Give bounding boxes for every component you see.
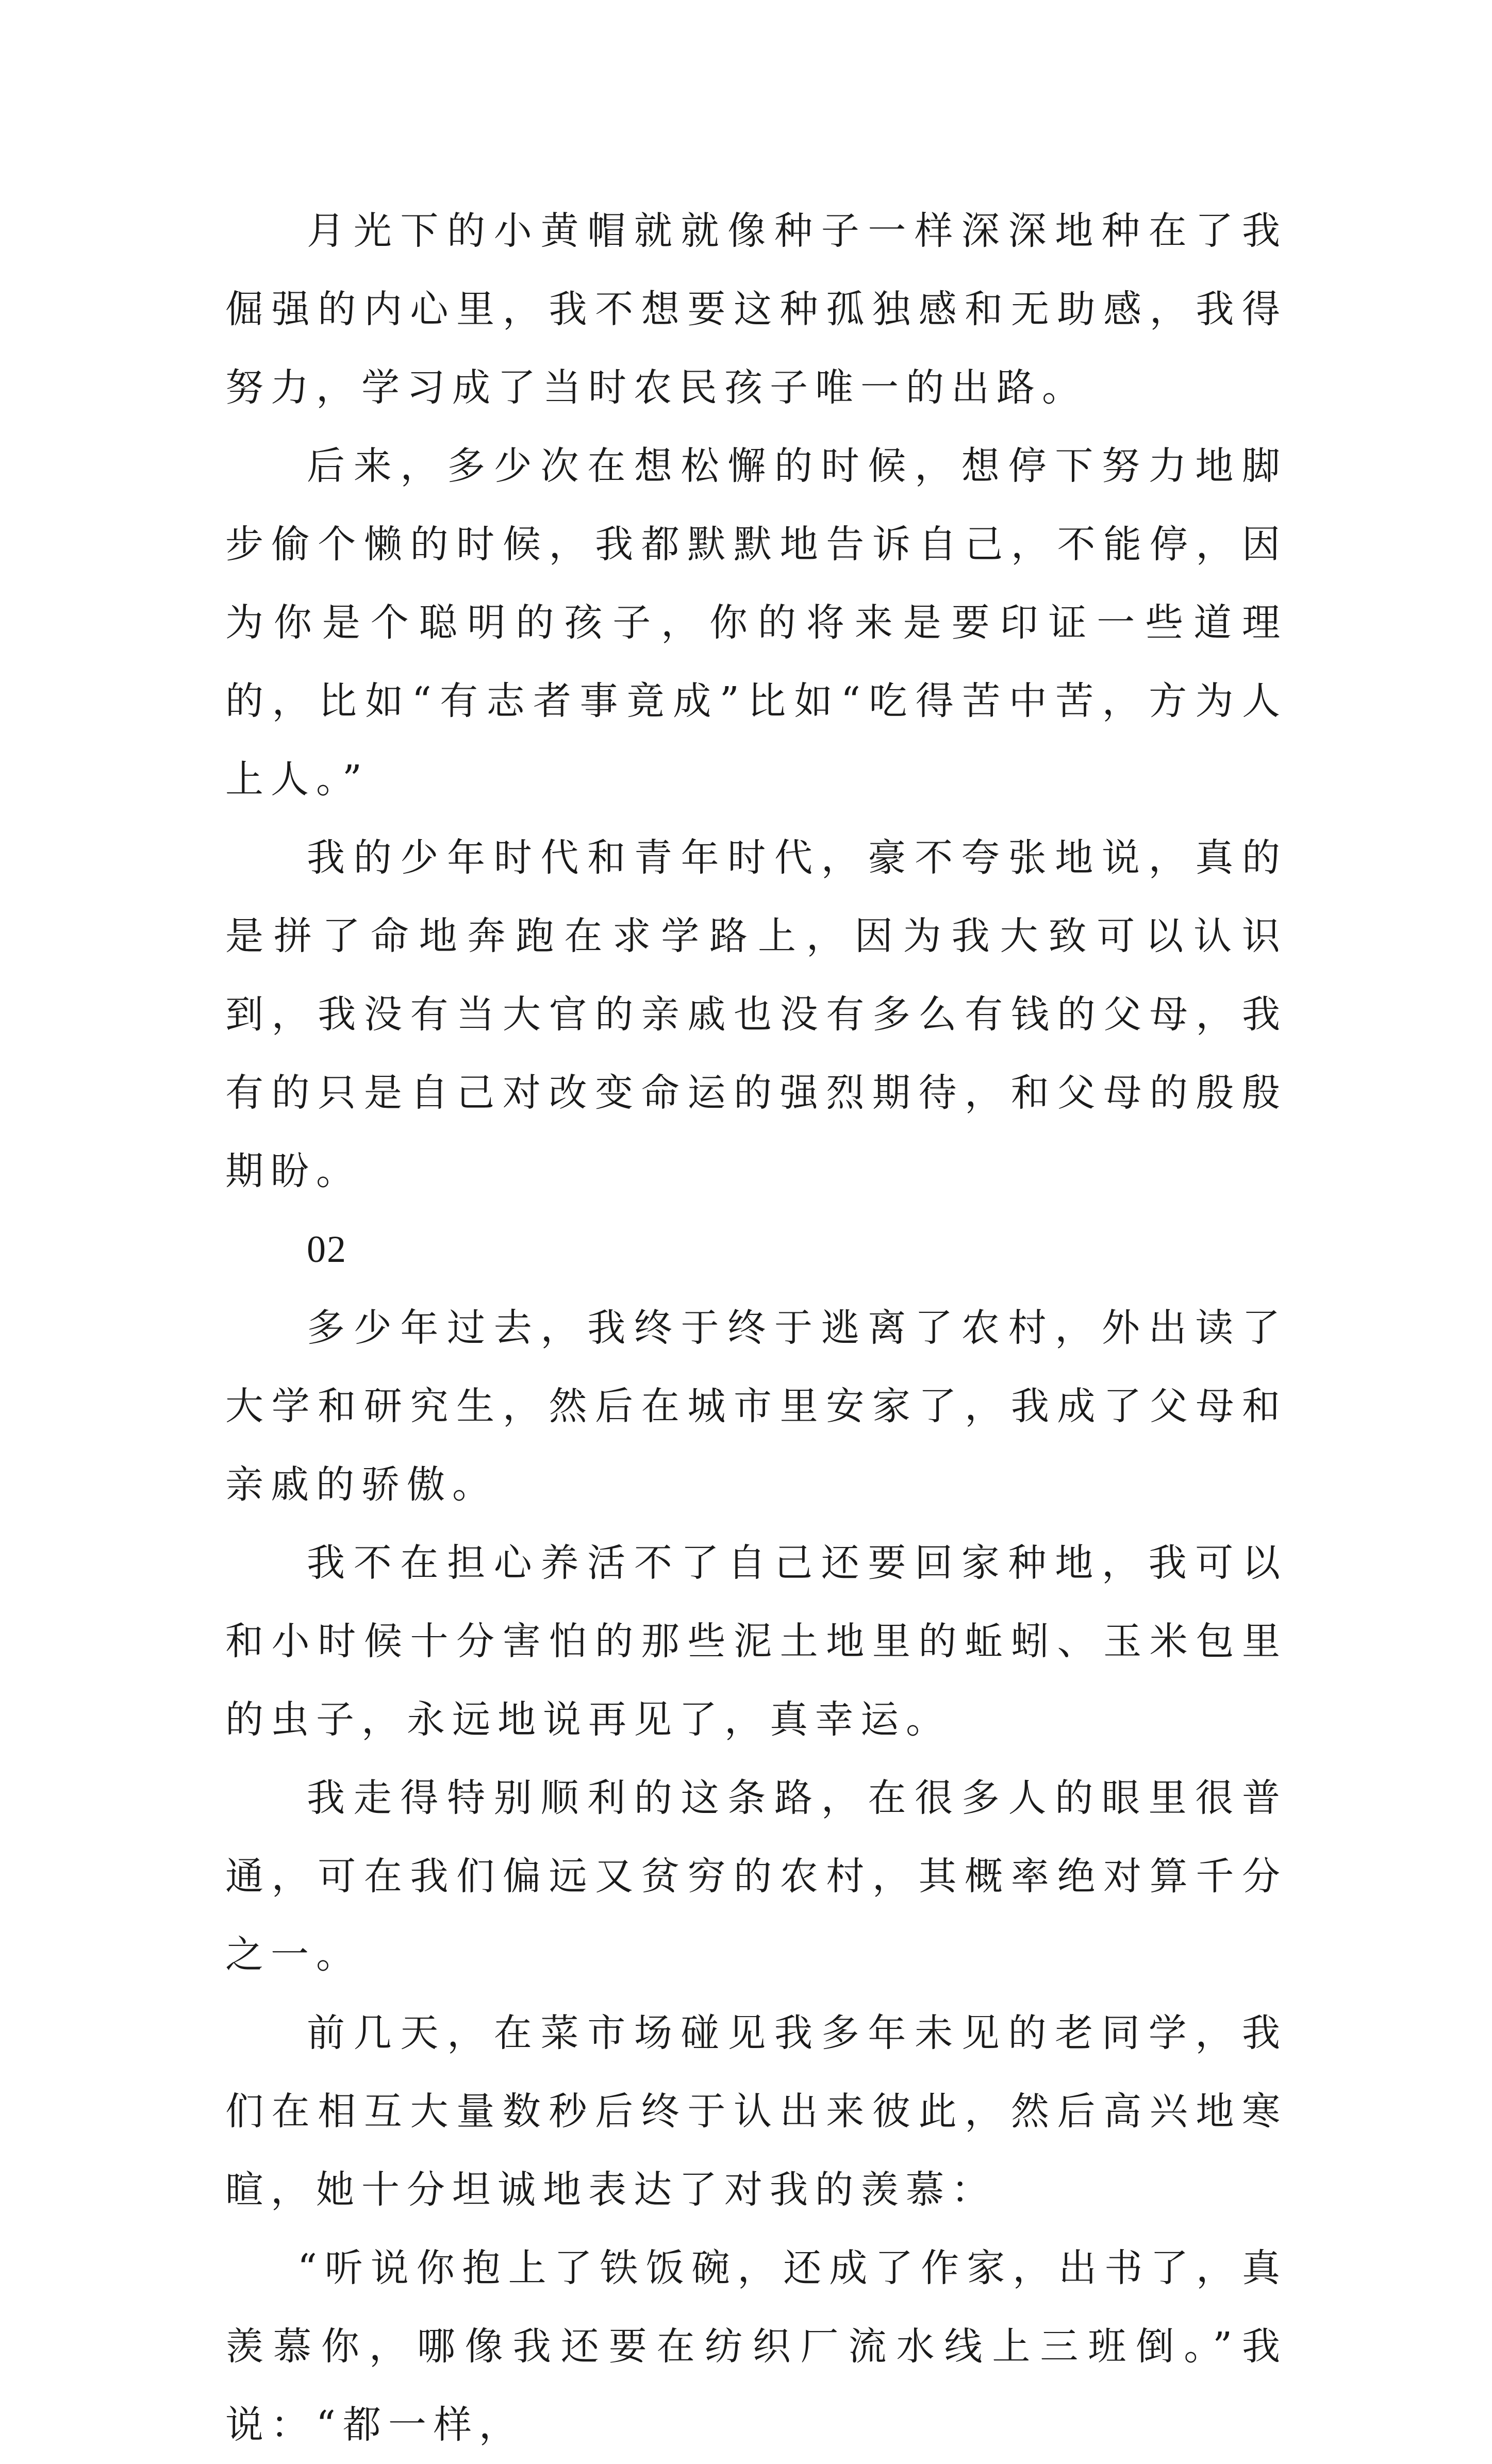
paragraph-3: 我的少年时代和青年时代，豪不夸张地说，真的是拼了命地奔跑在求学路上，因为我大致可以认识到，我没有当大官的亲戚也没有多么有钱的父母，我有的只是自己对改变命运的强烈期待，和父母的殷殷期盼。 — [225, 836, 1287, 1193]
paragraph-4: 多少年过去，我终于终于逃离了农村，外出读了大学和研究生，然后在城市里安家了，我成了父母和亲戚的骄傲。 — [225, 1306, 1287, 1507]
paragraph-1: 月光下的小黄帽就就像种子一样深深地种在了我倔强的内心里，我不想要这种孤独感和无助感，我得努力，学习成了当时农民孩子唯一的出路。 — [225, 209, 1287, 410]
section-number: 02 — [307, 1228, 347, 1271]
paragraph-2: 后来，多少次在想松懈的时候，想停下努力地脚步偷个懒的时候，我都默默地告诉自己，不能停，因为你是个聪明的孩子，你的将来是要印证一些道理的，比如“有志者事竟成”比如“吃得苦中苦，方为人上人。” — [225, 444, 1287, 802]
paragraph-8: “听说你抱上了铁饭碗，还成了作家，出书了，真羡慕你，哪像我还要在纺织厂流水线上三班倒。”我说：“都一样， — [225, 2246, 1287, 2447]
paragraph-5: 我不在担心养活不了自己还要回家种地，我可以和小时候十分害怕的那些泥土地里的蚯蚓、玉米包里的虫子，永远地说再见了，真幸运。 — [225, 1541, 1287, 1742]
paragraph-7: 前几天，在菜市场碰见我多年未见的老同学，我们在相互大量数秒后终于认出来彼此，然后高兴地寒暄，她十分坦诚地表达了对我的羡慕： — [225, 2011, 1287, 2212]
document-body — [225, 192, 1287, 2464]
paragraph-6: 我走得特别顺利的这条路，在很多人的眼里很普通，可在我们偏远又贫穷的农村，其概率绝对算千分之一。 — [225, 1776, 1287, 1977]
